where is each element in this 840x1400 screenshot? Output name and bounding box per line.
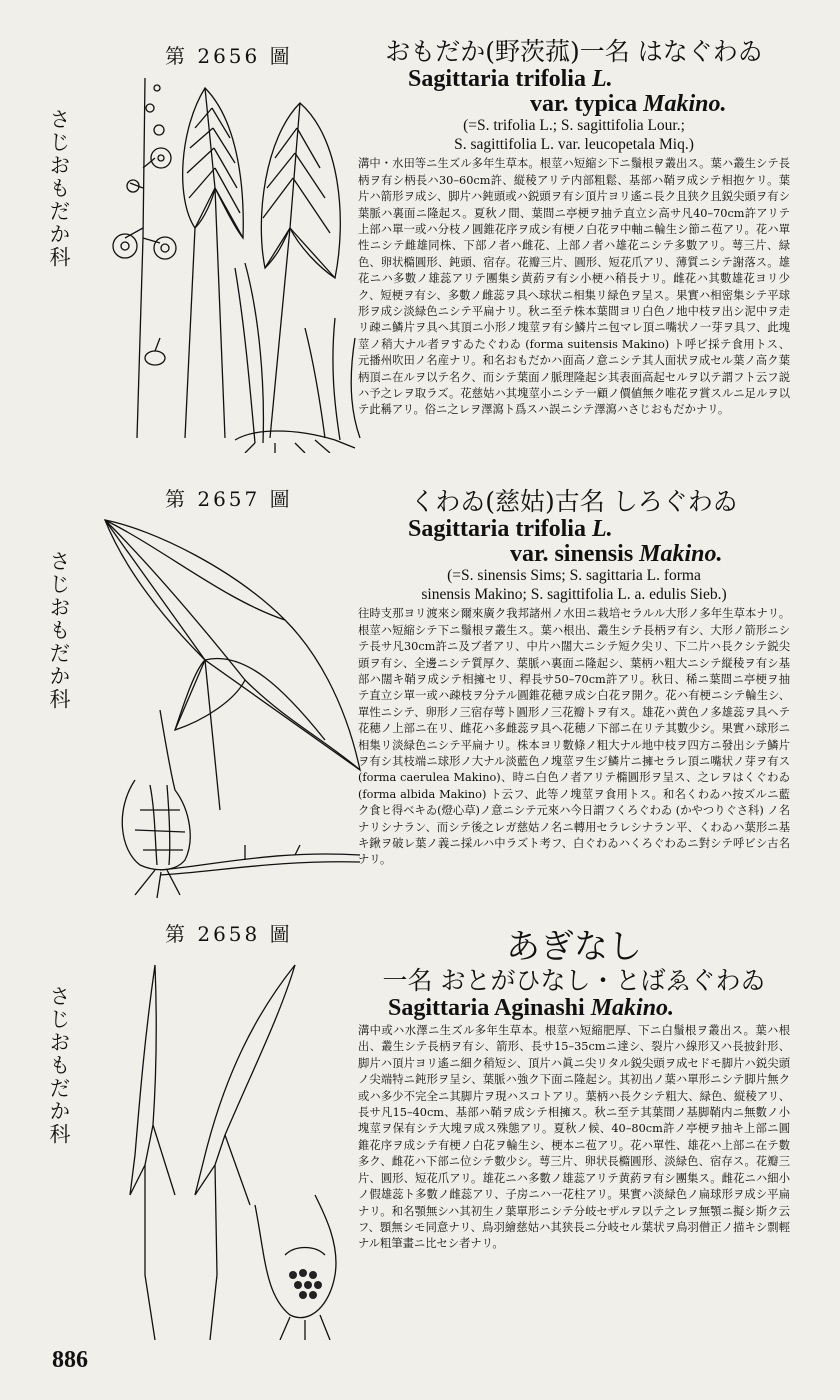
family-label: さじおもだか科 (47, 985, 71, 1146)
scientific-name: Sagittaria Aginashi Makino. (388, 994, 675, 1021)
scientific-name: Sagittaria trifolia L. (408, 65, 613, 92)
figure-label: 第 2656 圖 (165, 44, 293, 68)
entry-omodaka (358, 38, 790, 419)
family-label: さじおもだか科 (47, 550, 71, 711)
synonyms-line: (=S. trifolia L.; S. sagittifolia Lour.; (463, 117, 685, 135)
scientific-name: Sagittaria trifolia L. (408, 515, 613, 542)
entry-description: 溝中・水田等ニ生ズル多年生草本。根莖ハ短縮シ下ニ鬚根ヲ叢出ス。葉ハ叢生シテ長柄ヲ有シ柄長ハ30–60cm許、縦稜アリテ内部粗鬆、基部ハ鞘ヲ成シテ相抱ケリ。葉片ハ箭形ヲ成シ、脚片ハ鈍頭或ハ鋭頭ヲ有シ頂片ヨリ遙ニ長ク且狭ク且鋭尖頭ヲ有シ葉脈ハ裏面ニ隆起ス。夏秋ノ間、葉間ニ亭梗ヲ抽テ直立シ高サ凡40–70cm許アリテ上部ハ單一或ハ分枝ノ圓錐花序ヲ成シ有梗ノ白花ヲ中軸ニ輪生シ節ニ苞アリ。花ハ單性ニシテ雌雄同株、下部ノ者ハ雌花、上部ノ者ハ雄花ニシテ多數アリ。萼三片、緑色、卵状橢圓形、鈍頭、宿存。花瓣三片、圓形、短花爪アリ、薄質ニシテ謝落ス。雄花ニハ多數ノ雄蕊アリテ團集シ黄葯ヲ有シ小梗ハ稍長ナリ。雌花ハ其數雄花ヨリ少ク、短梗ヲ有シ、多數ノ雌蕊ヲ具ヘ球状ニ相集リ緑色ヲ呈ス。果實ハ相密集シテ平球形ヲ成シ淡緑色ニシテ平扁ナリ。秋ニ至テ株本葉間ヨリ白色ノ地中枝ヲ出シ泥中ヲ走リ疎ニ鱗片ヲ具ヘ其頂ニ小形ノ塊莖ヲ有シ鱗片ニ包マレ頂ニ嘴状ノ一芽ヲ具フ、此塊莖ノ稍大ナル者ヲすゐたぐわゐ (forma suitensis Makino) ト呼ビ採テ食用トス、元播州吹田ノ名産ナリ。和名おもだかハ面高ノ意ニシテ其人面状ヲ成セル葉ノ高ク葉柄頂ニ在ルヲ以テ名ク、而シテ葉面ノ脈理隆起シ其表面高起セルヲ以テ謂フト云フ説ハ予之レヲ取ラズ。花慈姑ハ其塊莖小ニシテ一顧ノ價値無ク唯花ヲ賞スルニ足ルヲ以テ此稱アリ。俗ニ之レヲ澤瀉ト爲スハ誤ニシテ澤瀉ハさじおもだかナリ。 (358, 157, 790, 417)
synonyms-line: sinensis Makino; S. sagittifolia L. a. edulis Sieb.) (421, 585, 727, 603)
entry-title: くわゐ(慈姑)古名 しろぐわゐ (410, 487, 738, 516)
synonyms-line: (=S. sinensis Sims; S. sagittaria L. forma (447, 567, 701, 585)
family-label: さじおもだか科 (47, 108, 71, 269)
figure-label: 第 2658 圖 (165, 922, 293, 946)
page-number: 886 (52, 1347, 88, 1373)
scientific-variety: var. sinensis Makino. (510, 540, 723, 567)
sagittaria-aginashi-illustration (115, 955, 355, 1340)
synonyms-line: S. sagittifolia L. var. leucopetala Miq.) (454, 135, 694, 153)
sagittaria-sinensis-illustration (95, 510, 375, 900)
entry-kuwai (358, 488, 790, 869)
sagittaria-trifolia-typica-illustration (85, 68, 375, 453)
alternate-name: 一名 おとがひなし・とばゑぐわゐ (382, 966, 766, 996)
entry-description: 溝中或ハ水澤ニ生ズル多年生草本。根莖ハ短縮肥厚、下ニ白鬚根ヲ叢出ス。葉ハ根出、叢生シテ長柄ヲ有シ、箭形、長サ15–35cmニ達シ、裂片ハ線形又ハ長披針形、脚片ハ頂片ヨリ遙ニ細ク稍短シ、頂片ハ眞ニ尖リタル鋭尖頭ヲ成セドモ脚片ハ鋭尖頭ノ尖端特ニ鈍形ヲ呈シ、葉脈ハ強ク下面ニ隆起シ。其初出ノ葉ハ單形ニシテ脚片無ク或ハ多少不完全ニ其脚片ヲ現ハスコトアリ。葉柄ハ長クシテ粗大、緑色、縦稜アリ、長サ凡15–40cm、基部ハ鞘ヲ成シテ相擁ス。秋ニ至テ其葉間ノ基脚鞘内ニ無數ノ小塊莖ヲ保有シテ大塊ヲ成ス殊態アリ。夏秋ノ候、40–80cm許ノ亭梗ヲ抽キ上部ニ圓錐花序ヲ成シテ有梗ノ白花ヲ輪生シ、梗本ニ苞アリ。花ハ單性、雄花ハ上部ニ在テ數多ク、雌花ハ下部ニ位シテ數少シ。萼三片、卵状長橢圓形、淡緑色、宿存ス。花瓣三片、圓形、短花爪アリ。雄花ニハ多數ノ雄蕊アリテ黄葯ヲ有シ團集ス。雌花ニハ細小ノ假雄蕊ト多數ノ雌蕊アリ、子房ニハ一花柱アリ。果實ハ淡緑色ノ扁球形ヲ成シ平扁ナリ。和名顎無シハ其初生ノ葉單形ニシテ分岐セザルヲ以テ之レヲ無顎ニ擬シ斯ク云フ、顋無シモ同意ナリ、鳥羽繪慈姑ハ其狭長ニ分岐セル葉状ヲ鳥羽僧正ノ描キシ剽輕ナル粗筆畫ニ比セシ者ナリ。 (358, 1024, 790, 1251)
entry-aginashi (358, 928, 790, 1253)
entry-title: おもだか(野茨菰)一名 はなぐわゐ (385, 37, 763, 66)
entry-title: あぎなし (506, 927, 642, 967)
figure-label: 第 2657 圖 (165, 487, 293, 511)
entry-description: 往時支那ヨリ渡來シ爾來廣ク我邦諸州ノ水田ニ栽培セラルル大形ノ多年生草本ナリ。根莖ハ短縮シテ下ニ鬚根ヲ叢生ス。葉ハ根出、叢生シテ長柄ヲ有シ、大形ノ箭形ニシテ長サ凡30cm許ニ及ブ者アリ、中片ハ闊大ニシテ短ク尖リ、下二片ハ長クシテ鋭尖頭ヲ有シ、全邊ニシテ質厚ク、葉脈ハ裏面ニ隆起シ、葉柄ハ粗大ニシテ縦稜ヲ有シ基部ハ闊キ鞘ヲ成シテ相擁セリ、稈長サ50–70cm許アリ。秋日、稀ニ葉間ニ亭梗ヲ抽テ直立シ單一或ハ疎枝ヲ分テル圓錐花穂ヲ成シ白花ヲ開ク。花ハ有梗ニシテ輪生シ、單性ニシテ、卵形ノ三宿存萼ト圓形ノ三花瓣トヲ有ス。雄花ハ黄色ノ多雄蕊ヲ具ヘテ花穂ノ上部ニ在リ、雌花ハ多雌蕊ヲ具ヘ花穂ノ下部ニ在リテ其數少シ。果實ハ球形ニ相集リ淡緑色ニシテ平扁ナリ。株本ヨリ數條ノ粗大ナル地中枝ヲ四方ニ發出シテ鱗片ヲ有シ其枝端ニ球形ノ大ナル淡藍色ノ塊莖ヲ生ジ鱗片ニ擁セラレ頂ニ嘴状ノ芽ヲ有ス (forma caerulea Makino)、時ニ白色ノ者アリテ橢圓形ヲ呈ス、之レヲはくぐわゐ (forma albida Makino) ト云フ、此等ノ塊莖ヲ食用トス。和名くわゐハ按ズルニ藍ク食ヒ得ベキゐ(燈心草)ノ意ニシテ元來ハ今日謂フくろぐわゐ (かやつりぐさ科) ノ名ナリシナラン、而シテ後之レガ慈姑ノ名ニ轉用セラレシナラン平、くわゐハ葉形ニ基キ鍬ヲ破レ葉ノ義ニ採ルハ中ラズト考フ、白ぐわゐハくろぐわゐニ對シテ呼ビシ古名ナリ。 (358, 607, 790, 867)
scientific-variety: var. typica Makino. (530, 90, 727, 117)
